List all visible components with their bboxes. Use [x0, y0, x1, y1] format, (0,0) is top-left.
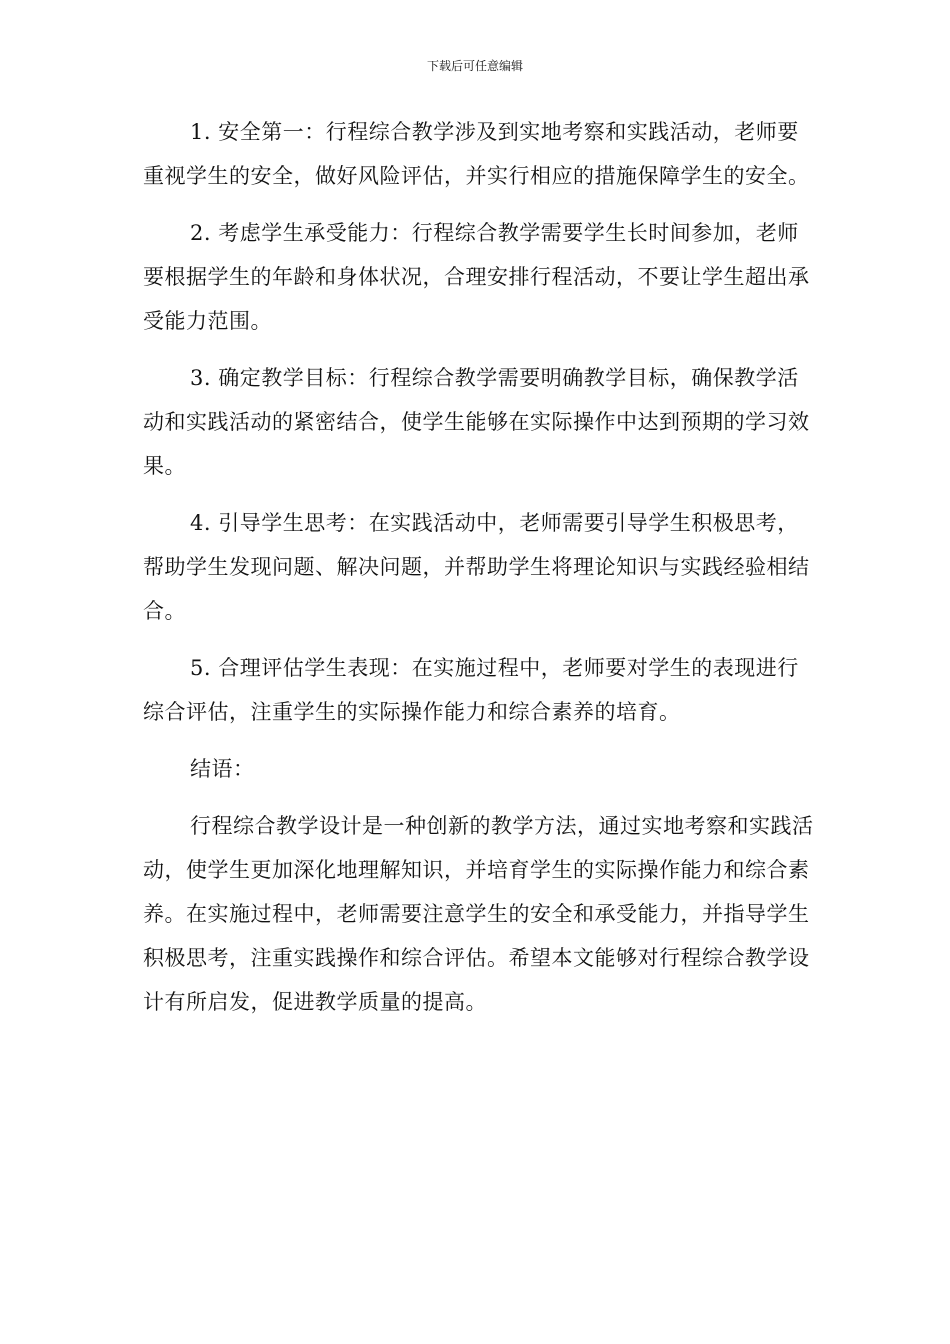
document-body: [143, 110, 815, 1037]
paragraph-evaluate-performance: 5. 合理评估学生表现：在实施过程中，老师要对学生的表现进行综合评估，注重学生的实际操作能力和综合素养的培育。: [143, 656, 799, 724]
paragraph-student-capacity: 2. 考虑学生承受能力：行程综合教学需要学生长时间参加，老师要根据学生的年龄和身体状况，合理安排行程活动，不要让学生超出承受能力范围。: [143, 221, 810, 333]
paragraph-guide-thinking: 4. 引导学生思考：在实践活动中，老师需要引导学生积极思考，帮助学生发现问题、解决问题，并帮助学生将理论知识与实践经验相结合。: [143, 511, 810, 623]
header-note: 下载后可任意编辑: [426, 59, 523, 73]
paragraph-safety-first: 1. 安全第一：行程综合教学涉及到实地考察和实践活动，老师要重视学生的安全，做好风险评估，并实行相应的措施保障学生的安全。: [143, 120, 810, 188]
conclusion-heading: 结语：: [190, 757, 255, 781]
paragraph-conclusion: 行程综合教学设计是一种创新的教学方法，通过实地考察和实践活动，使学生更加深化地理解知识，并培育学生的实际操作能力和综合素养。在实施过程中，老师需要注意学生的安全和承受能力，并指导学生积极思考，注重实践操作和综合评估。希望本文能够对行程综合教学设计有所启发，促进教学质量的提高。: [143, 814, 814, 1014]
paragraph-teaching-goals: 3. 确定教学目标：行程综合教学需要明确教学目标，确保教学活动和实践活动的紧密结合，使学生能够在实际操作中达到预期的学习效果。: [143, 366, 810, 478]
